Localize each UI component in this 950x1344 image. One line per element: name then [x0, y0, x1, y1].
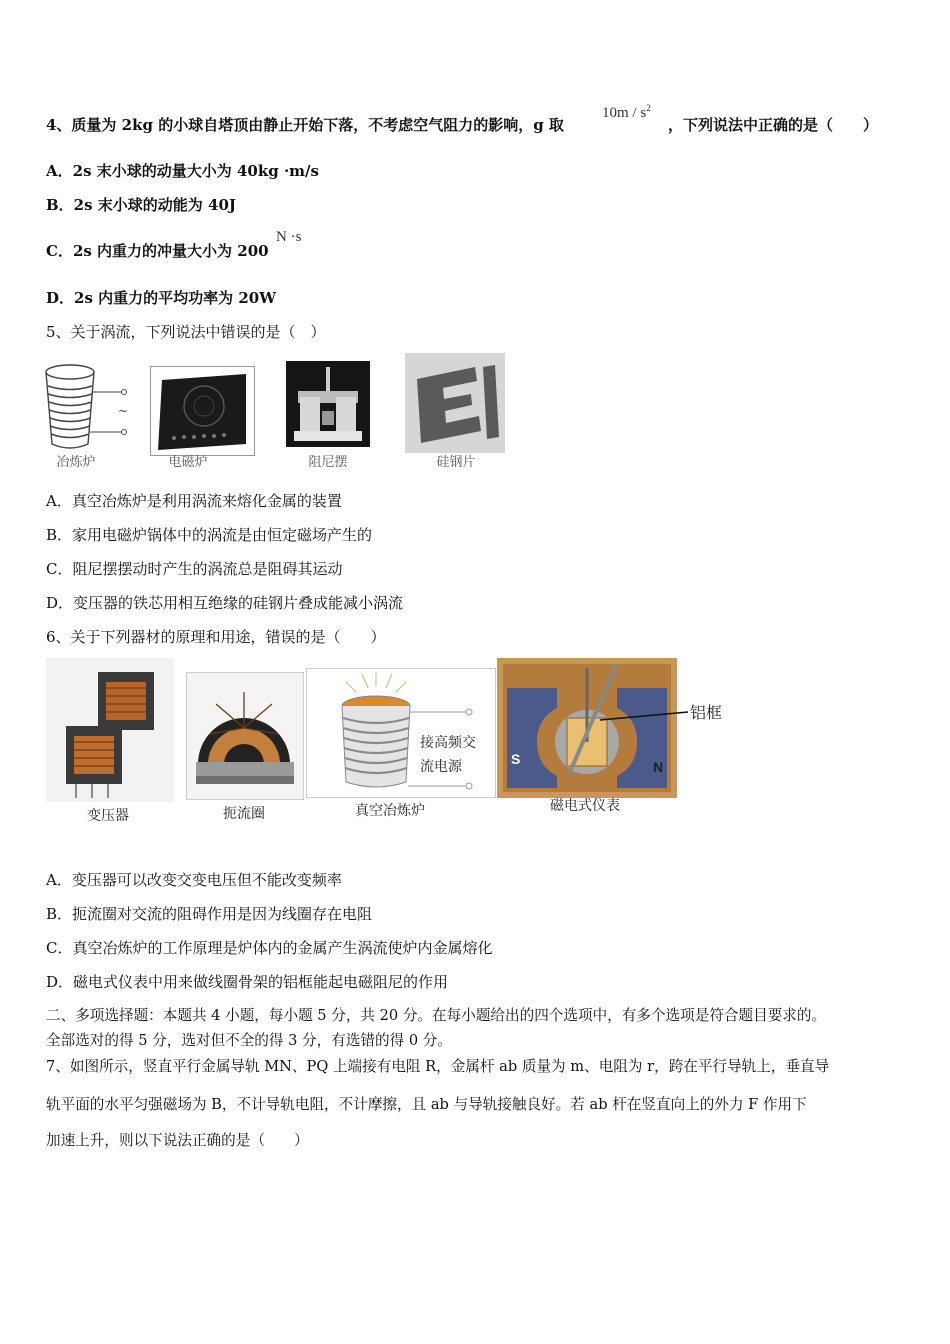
q6-caption-transformer: 变压器 — [87, 807, 129, 823]
q6-stem: 6、关于下列器材的原理和用途，错误的是（ ） — [46, 628, 386, 646]
q5-caption-cooker: 电磁炉 — [168, 454, 208, 469]
q5-caption-steel: 硅钢片 — [436, 454, 476, 469]
aluminum-frame-pointer — [600, 702, 695, 722]
damping-pendulum-figure — [286, 361, 370, 447]
induction-cooker-figure — [150, 366, 255, 456]
q4-stem-part2: ，下列说法中正确的是（ ） — [668, 116, 879, 134]
q4-g-value: 10m / s — [602, 105, 647, 121]
q4-g-exponent: 2 — [646, 103, 651, 113]
q6-meter-label: 铝框 — [690, 705, 723, 722]
q4-stem-part1: 4、质量为 2kg 的小球自塔顶由静止开始下落，不考虑空气阻力的影响，g 取 — [46, 116, 564, 134]
q6-option-c: C．真空冶炼炉的工作原理是炉体内的金属产生涡流使炉内金属熔化 — [46, 939, 493, 957]
q7-stem-line1: 7、如图所示，竖直平行金属导轨 MN、PQ 上端接有电阻 R，金属杆 ab 质量为 m、电阻为 r，跨在平行导轨上，垂直导 — [46, 1058, 830, 1075]
q6-caption-choke: 扼流圈 — [223, 805, 265, 821]
choke-coil-figure — [186, 672, 304, 800]
q4-option-b: B．2s 末小球的动能为 40J — [46, 196, 236, 214]
q7-stem-line2: 轨平面的水平匀强磁场为 B，不计导轨电阻，不计摩擦，且 ab 与导轨接触良好。若 ab 杆在竖直向上的外力 F 作用下 — [46, 1096, 807, 1113]
q5-stem: 5、关于涡流，下列说法中错误的是（ ） — [46, 323, 326, 341]
section2-heading-line1: 二、多项选择题：本题共 4 小题，每小题 5 分，共 20 分。在每小题给出的四个选项中，有多个选项是符合题目要求的。 — [46, 1007, 827, 1024]
silicon-steel-figure — [405, 353, 505, 453]
q5-option-c: C．阻尼摆摆动时产生的涡流总是阻碍其运动 — [46, 560, 343, 578]
q5-option-b: B．家用电磁炉锅体中的涡流是由恒定磁场产生的 — [46, 526, 373, 544]
svg-text:~: ~ — [118, 404, 129, 418]
q4-unit-ns: N ·s — [276, 229, 302, 245]
meter-pole-n: N — [653, 759, 664, 775]
q7-stem-line3: 加速上升，则以下说法正确的是（ ） — [46, 1132, 309, 1149]
q6-caption-meter: 磁电式仪表 — [550, 797, 620, 813]
q4-option-a: A．2s 末小球的动量大小为 40kg ·m/s — [46, 162, 319, 180]
transformer-figure — [46, 658, 174, 802]
q6-furnace-label-2: 流电源 — [420, 758, 462, 774]
q5-option-d: D．变压器的铁芯用相互绝缘的硅钢片叠成能减小涡流 — [46, 594, 404, 612]
meter-pole-s: S — [511, 751, 521, 767]
q4-g-formula — [602, 103, 651, 122]
q5-caption-pendulum: 阻尼摆 — [308, 454, 348, 469]
q6-option-a: A．变压器可以改变交变电压但不能改变频率 — [46, 871, 342, 889]
q5-caption-furnace: 冶炼炉 — [56, 454, 96, 469]
q6-option-b: B．扼流圈对交流的阻碍作用是因为线圈存在电阻 — [46, 905, 373, 923]
smelting-furnace-figure — [42, 360, 134, 456]
q6-option-d: D．磁电式仪表中用来做线圈骨架的铝框能起电磁阻尼的作用 — [46, 973, 449, 991]
q5-option-a: A．真空冶炼炉是利用涡流来熔化金属的装置 — [46, 492, 342, 510]
moving-coil-meter-figure — [497, 658, 677, 798]
q4-option-d: D．2s 内重力的平均功率为 20W — [46, 289, 277, 307]
q6-caption-furnace: 真空冶炼炉 — [355, 802, 425, 818]
q6-furnace-label-1: 接高频交 — [420, 734, 476, 750]
q4-option-c: C．2s 内重力的冲量大小为 200 — [46, 242, 269, 260]
section2-heading-line2: 全部选对的得 5 分，选对但不全的得 3 分，有选错的得 0 分。 — [46, 1032, 452, 1049]
